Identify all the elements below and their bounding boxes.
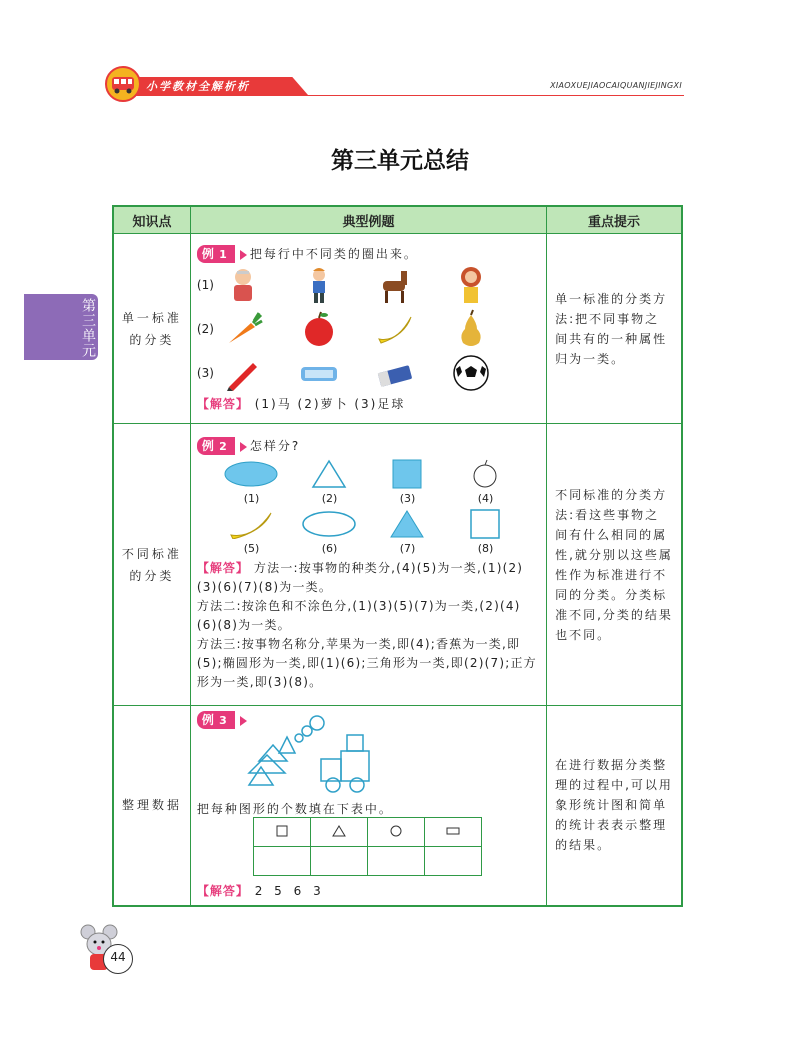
image-row: (1) (197, 263, 540, 307)
knowledge-point: 不同标准的分类 (121, 546, 182, 583)
banana-icon (375, 309, 415, 349)
shapes-row (197, 459, 540, 505)
shape-item: (8) (457, 509, 513, 555)
outline-apple-icon (457, 459, 513, 489)
image-row: (3) (197, 351, 540, 395)
square-icon (276, 825, 288, 837)
table-header-row (113, 206, 682, 234)
shape-item: (5) (223, 509, 279, 555)
shape-item: (1) (223, 459, 279, 505)
horse-icon (375, 265, 415, 305)
page-number: 44 (110, 950, 126, 964)
shape-item: (4) (457, 459, 513, 505)
header-rule (112, 95, 684, 96)
count-square-cell[interactable] (253, 847, 310, 876)
answer-line: 【解答】 (1)马 (2)萝卜 (3)足球 (196, 397, 406, 411)
arrow-icon (240, 442, 247, 452)
example-badge: 例 1 (197, 245, 235, 263)
shape-item: (3) (379, 459, 435, 505)
example-cell (190, 424, 546, 706)
count-square-header (253, 818, 310, 847)
filled-square-icon (379, 459, 435, 489)
carrot-icon (223, 309, 263, 349)
example-cell (190, 234, 546, 424)
pencil-case-icon (299, 353, 339, 393)
outline-ellipse-icon (301, 509, 357, 539)
example-question: 例 2 怎样分? (197, 437, 540, 455)
count-triangle-cell[interactable] (310, 847, 367, 876)
header-examples: 典型例题 (190, 206, 546, 234)
table-row (113, 424, 682, 706)
solution-line: 【解答】 方法一:按事物的种类分,(4)(5)为一类,(1)(2)(3)(6)(7)(8)为一类。 (196, 561, 524, 594)
tip-cell: 单一标准的分类方法:把不同事物之间共有的一种属性归为一类。 (547, 234, 682, 424)
circle-icon (390, 825, 402, 837)
rectangle-icon (446, 826, 460, 836)
answer-line: 【解答】 2 5 6 3 (196, 884, 325, 899)
knowledge-cell (113, 706, 190, 906)
summary-table (112, 205, 683, 907)
boy-icon (299, 265, 339, 305)
solution-line: 方法二:按涂色和不涂色分,(1)(3)(5)(7)为一类,(2)(4)(6)(8)为一类。 (196, 599, 521, 632)
knowledge-cell (113, 424, 190, 706)
series-title: 小学教材全解析析 (146, 80, 250, 93)
apple-icon (299, 309, 339, 349)
table-row (113, 234, 682, 424)
count-table (253, 817, 482, 876)
outline-triangle-icon (301, 459, 357, 489)
girl-icon (451, 265, 491, 305)
football-icon (451, 353, 491, 393)
banana-icon (223, 509, 279, 539)
shape-item: (2) (301, 459, 357, 505)
solution-line: 方法三:按事物名称分,苹果为一类,即(4);香蕉为一类,即(5);椭圆形为一类,即(1)(6);三角形为一类,即(2)(7);正方形为一类,即(3)(8)。 (196, 637, 537, 689)
page-title: 第三单元总结 (331, 148, 469, 174)
eraser-icon (375, 353, 415, 393)
example-cell (190, 706, 546, 906)
image-row: (2) (197, 307, 540, 351)
tip-cell: 在进行数据分类整理的过程中,可以用象形统计图和简单的统计表表示整理的结果。 (547, 706, 682, 906)
count-triangle-header (310, 818, 367, 847)
solution (197, 559, 540, 692)
count-circle-cell[interactable] (367, 847, 424, 876)
unit-side-tab-label: 第三单元 (80, 298, 96, 358)
example-badge: 例 3 (197, 711, 235, 729)
header-tips: 重点提示 (547, 206, 682, 234)
instruction: 把每种图形的个数填在下表中。 (196, 802, 393, 817)
header-pinyin: XIAOXUEJIAOCAIQUANJIEJINGXI (550, 81, 682, 90)
knowledge-point: 单一标准的分类 (121, 310, 182, 347)
count-rectangle-header (424, 818, 481, 847)
count-rectangle-cell[interactable] (424, 847, 481, 876)
filled-ellipse-icon (223, 459, 279, 489)
count-circle-header (367, 818, 424, 847)
pencil-icon (223, 353, 263, 393)
knowledge-cell (113, 234, 190, 424)
header-knowledge: 知识点 (113, 206, 190, 234)
pear-icon (451, 309, 491, 349)
outline-square-icon (457, 509, 513, 539)
tip-cell: 不同标准的分类方法:看这些事物之间有什么相同的属性,就分别以这些属性作为标准进行不同的分类。分类标准不同,分类的结果也不同。 (547, 424, 682, 706)
knowledge-point: 整理数据 (121, 798, 182, 813)
shape-item: (7) (379, 509, 435, 555)
example-question: 例 1 把每行中不同类的圈出来。 (197, 245, 540, 263)
shapes-row (197, 509, 540, 555)
arrow-icon (240, 250, 247, 260)
grandpa-icon (223, 265, 263, 305)
triangle-icon (332, 825, 346, 837)
shape-figure-icon (237, 715, 437, 795)
school-bus-logo-icon (104, 65, 142, 103)
filled-triangle-icon (379, 509, 435, 539)
table-row (113, 706, 682, 906)
shape-item: (6) (301, 509, 357, 555)
example-badge: 例 2 (197, 437, 235, 455)
